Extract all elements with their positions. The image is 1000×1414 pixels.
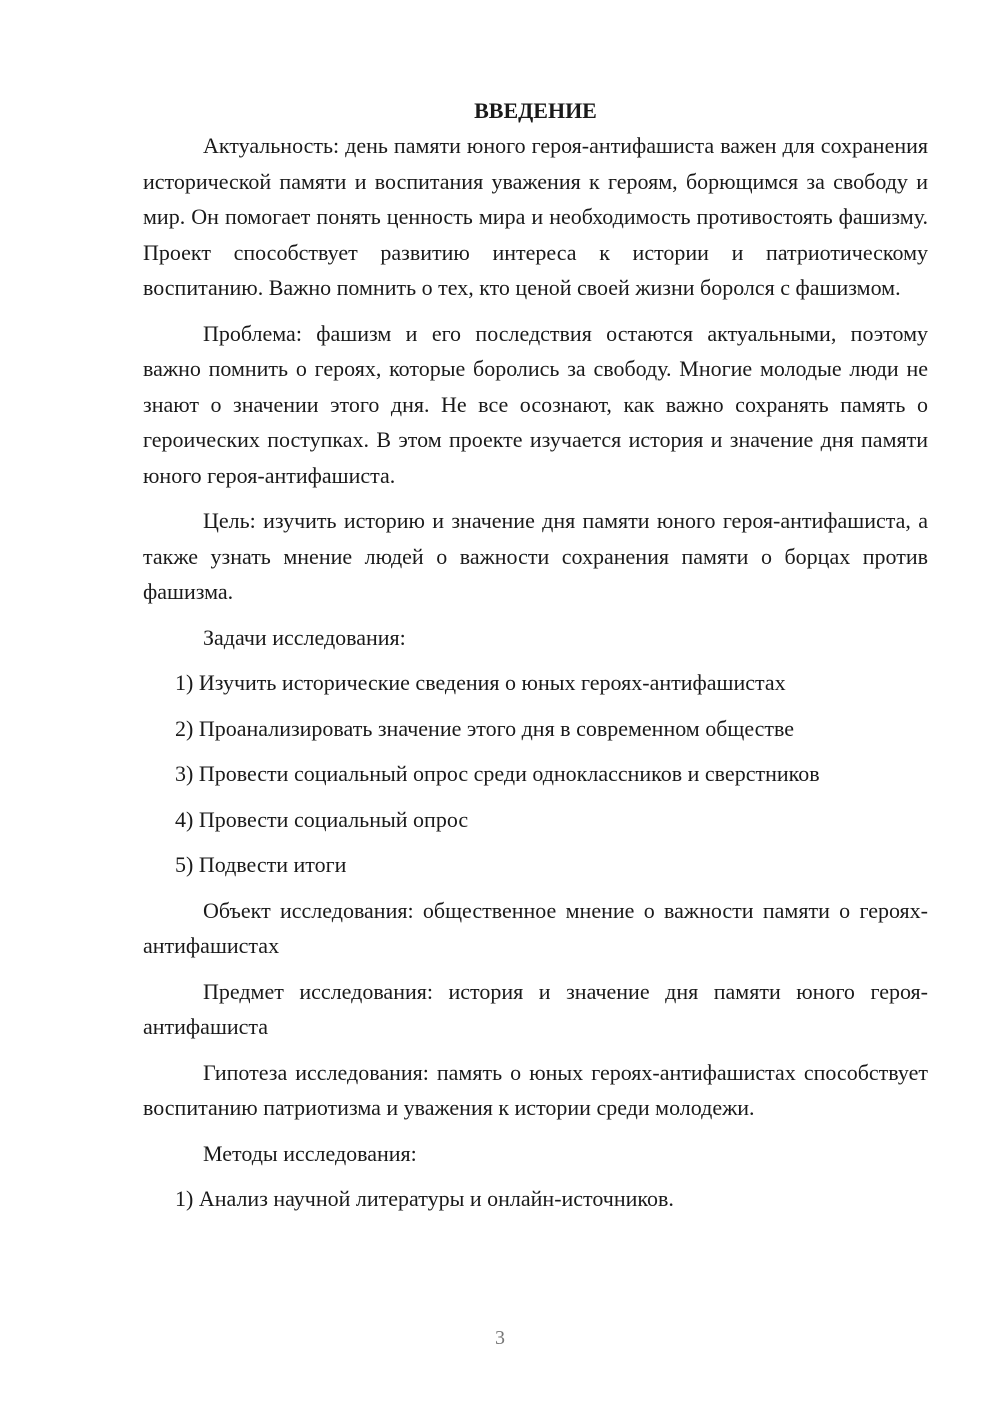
methods-list [143,1181,928,1217]
object-paragraph: Объект исследования: общественное мнение о важности памяти о героях-антифашистах [143,897,928,958]
page-number: 3 [495,1327,505,1349]
task-item: 1) Изучить исторические сведения о юных героях-антифашистах [175,670,786,695]
hypothesis-paragraph: Гипотеза исследования: память о юных героях-антифашистах способствует воспитанию патриотизма и уважения к истории среди молодежи. [143,1059,928,1120]
methods-label: Методы исследования: [203,1140,417,1166]
task-item: 2) Проанализировать значение этого дня в современном обществе [175,715,795,741]
page-content [143,96,928,1227]
task-item: 3) Провести социальный опрос среди одноклассников и сверстников [175,761,820,786]
tasks-list [143,665,928,883]
task-item: 5) Подвести итоги [175,852,347,877]
tasks-label: Задачи исследования: [203,624,406,650]
goal-paragraph: Цель: изучить историю и значение дня памяти юного героя-антифашиста, а также узнать мнение людей о важности сохранения памяти о борцах против фашизма. [143,508,928,604]
page-title: ВВЕДЕНИЕ [474,98,597,123]
relevance-paragraph: Актуальность: день памяти юного героя-антифашиста важен для сохранения исторической памяти и воспитания уважения к героям, борющимся за свободу и мир. Он помогает понять ценность мира и необходимость противостоять фашизму. Проект способствует развитию интереса к истории и патриотическому воспитанию. Важно помнить о тех, кто ценой своей жизни боролся с фашизмом. [143,133,928,300]
method-item: 1) Анализ научной литературы и онлайн-источников. [175,1186,674,1211]
problem-paragraph: Проблема: фашизм и его последствия остаются актуальными, поэтому важно помнить о героях, которые боролись за свободу. Многие молодые люди не знают о значении этого дня. Не все осознают, как важно сохранять память о героических поступках. В этом проекте изучается история и значение дня памяти юного героя-антифашиста. [143,320,928,488]
subject-paragraph: Предмет исследования: история и значение дня памяти юного героя-антифашиста [143,978,928,1039]
task-item: 4) Провести социальный опрос [175,806,469,832]
